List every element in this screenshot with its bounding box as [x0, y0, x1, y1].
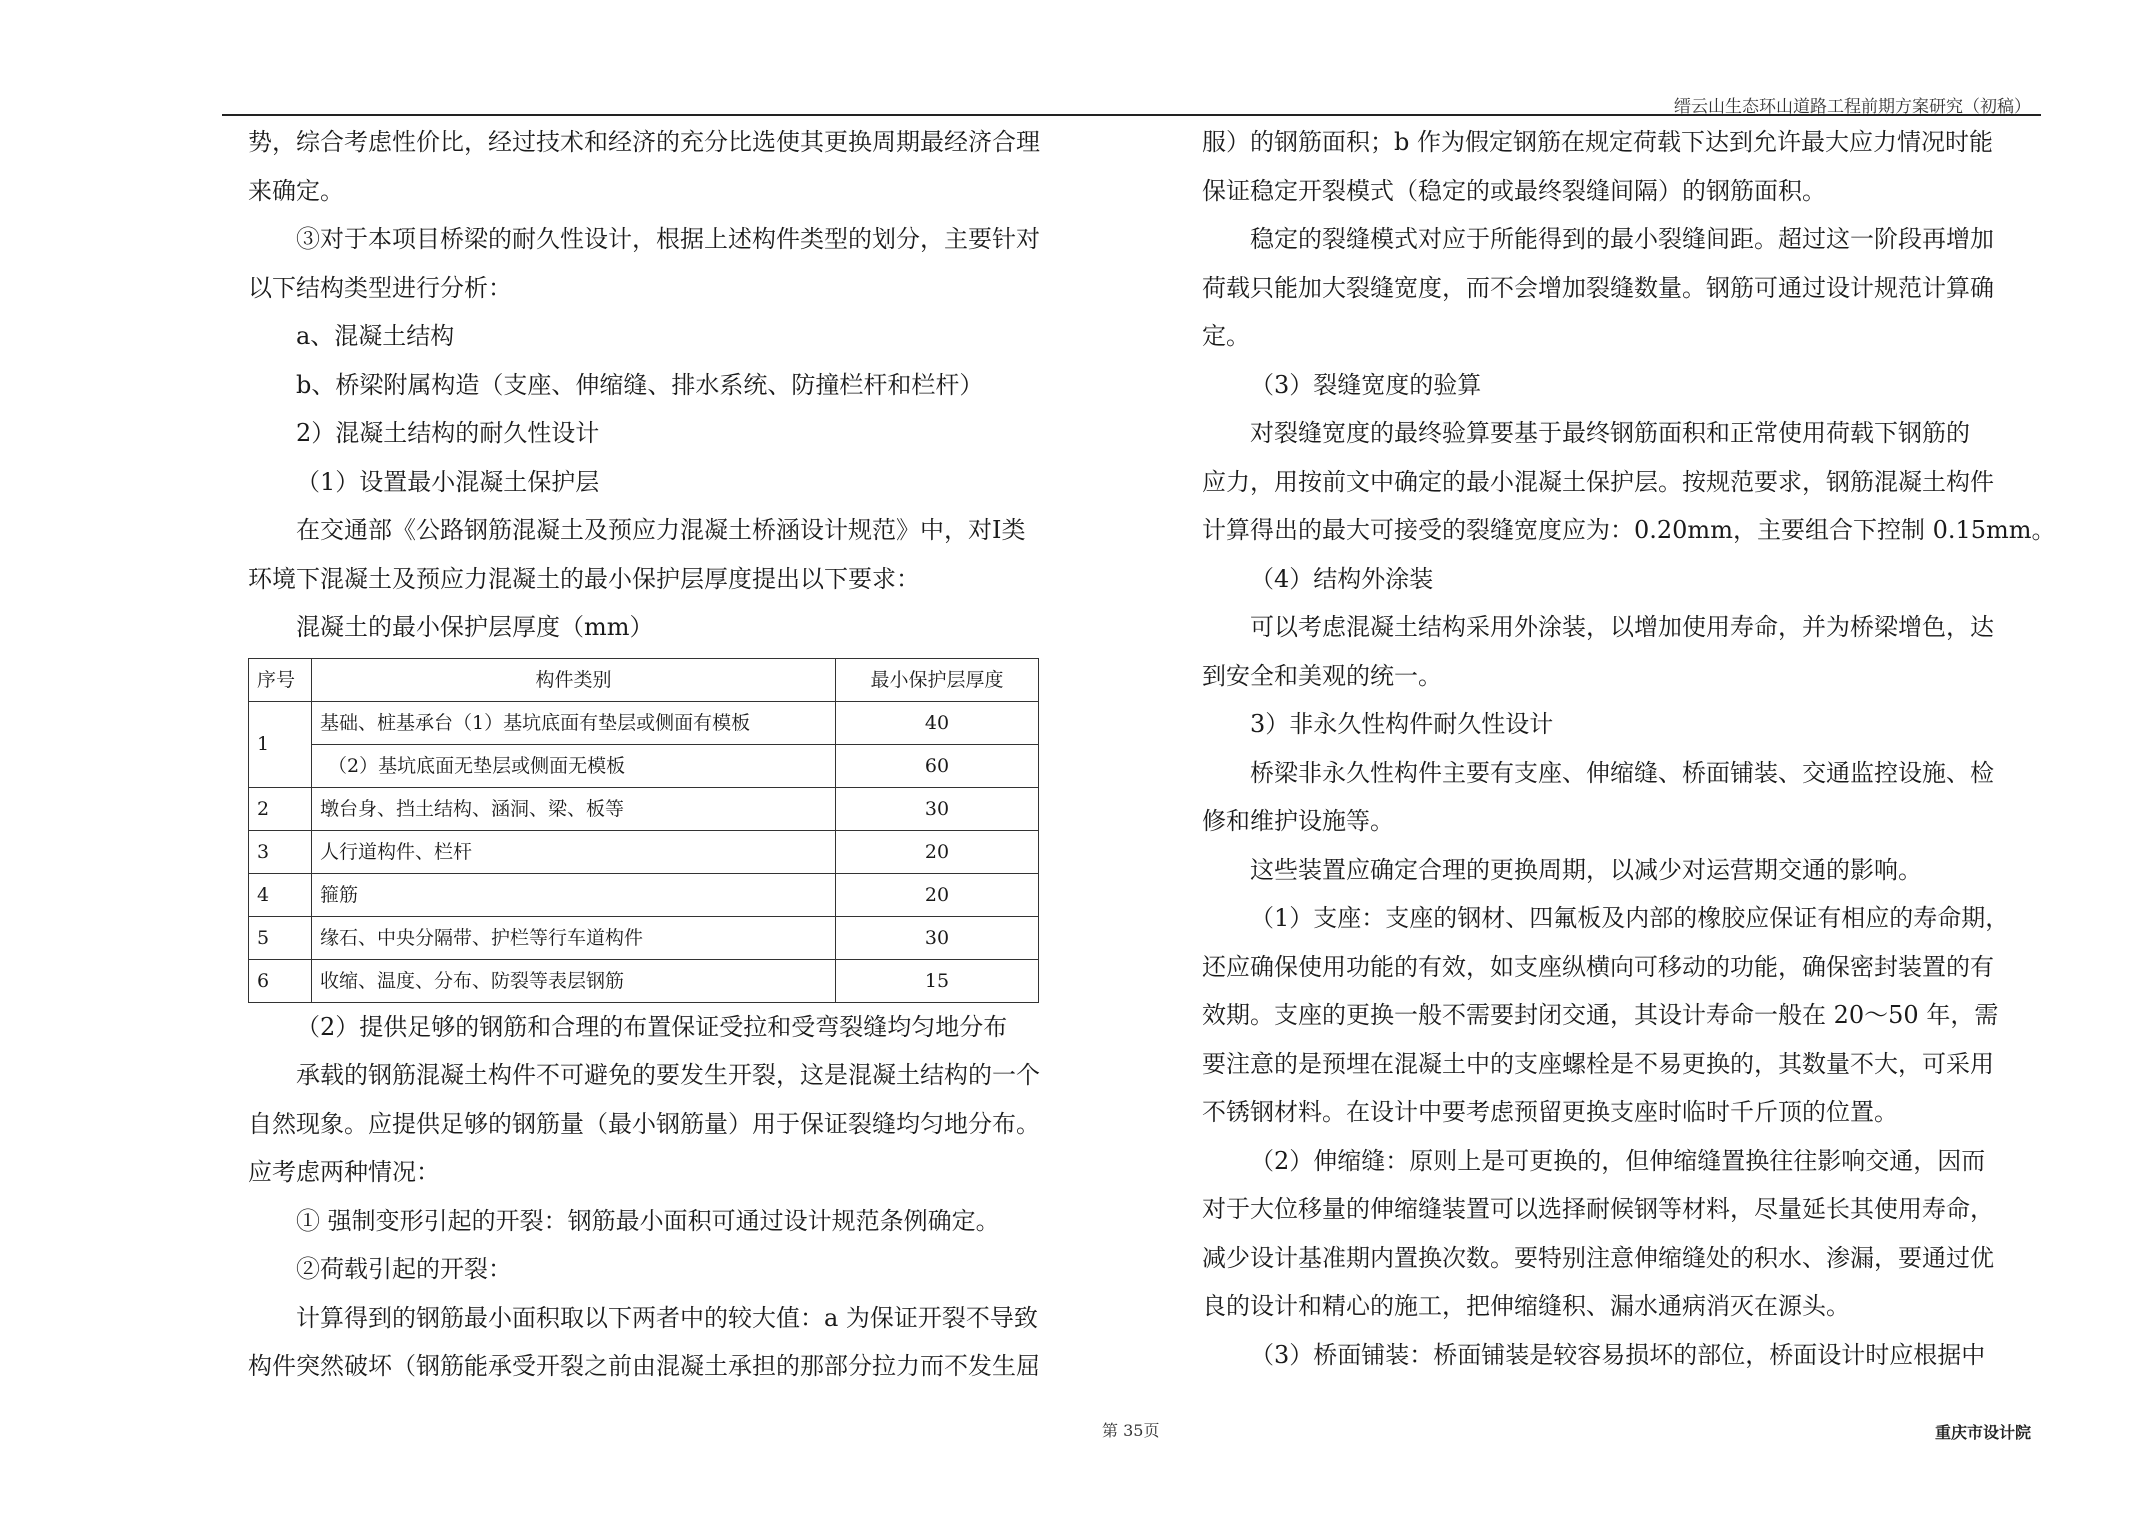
document-header-title: 缙云山生态环山道路工程前期方案研究（初稿）: [1674, 97, 2031, 117]
text-line: 还应确保使用功能的有效，如支座纵横向可移动的功能，确保密封装置的有: [1202, 952, 1994, 981]
text-line: 桥梁非永久性构件主要有支座、伸缩缝、桥面铺装、交通监控设施、检: [1250, 758, 1994, 787]
table-cell-category: （2）基坑底面无垫层或侧面无模板: [312, 744, 836, 787]
text-line: 应考虑两种情况：: [248, 1158, 440, 1186]
text-line: a、混凝土结构: [296, 322, 455, 350]
table-header-category: 构件类别: [312, 658, 836, 701]
text-line: 效期。支座的更换一般不需要封闭交通，其设计寿命一般在 20～50 年，需: [1202, 1001, 1999, 1029]
text-line: 稳定的裂缝模式对应于所能得到的最小裂缝间距。超过这一阶段再增加: [1250, 225, 1994, 253]
cover-thickness-table: [248, 658, 1039, 1003]
table-row: [249, 701, 1039, 744]
table-cell-no: 2: [249, 787, 312, 830]
left-column-text-bottom: [248, 1003, 1088, 1391]
text-line: 来确定。: [248, 176, 344, 205]
text-line: 以下结构类型进行分析：: [248, 273, 512, 302]
table-cell-category: 缘石、中央分隔带、护栏等行车道构件: [312, 916, 836, 959]
left-column: [248, 118, 1088, 1391]
text-line: 势，综合考虑性价比，经过技术和经济的充分比选使其更换周期最经济合理: [248, 128, 1040, 156]
table-cell-value: 20: [836, 873, 1039, 916]
text-line: b、桥梁附属构造（支座、伸缩缝、排水系统、防撞栏杆和栏杆）: [296, 370, 984, 399]
text-line: 修和维护设施等。: [1202, 807, 1394, 835]
text-line: 在交通部《公路钢筋混凝土及预应力混凝土桥涵设计规范》中，对Ⅰ类: [296, 516, 1026, 544]
text-line: 这些装置应确定合理的更换周期，以减少对运营期交通的影响。: [1250, 855, 1922, 884]
table-row: [249, 873, 1039, 916]
text-line: 应力，用按前文中确定的最小混凝土保护层。按规范要求，钢筋混凝土构件: [1202, 467, 1994, 496]
table-cell-value: 40: [836, 701, 1039, 744]
text-line: 服）的钢筋面积；b 作为假定钢筋在规定荷载下达到允许最大应力情况时能: [1202, 128, 1993, 156]
table-cell-no: 6: [249, 959, 312, 1002]
table-cell-no: 4: [249, 873, 312, 916]
header-rule: [222, 114, 2041, 116]
table-cell-category: 墩台身、挡土结构、涵洞、梁、板等: [312, 787, 836, 830]
table-row: [249, 787, 1039, 830]
text-line: 计算得出的最大可接受的裂缝宽度应为：0.20mm，主要组合下控制 0.15mm。: [1202, 516, 2056, 544]
text-line: 可以考虑混凝土结构采用外涂装，以增加使用寿命，并为桥梁增色，达: [1250, 613, 1994, 641]
table-row: [249, 830, 1039, 873]
text-line: （2）提供足够的钢筋和合理的布置保证受拉和受弯裂缝均匀地分布: [296, 1012, 1008, 1041]
page-number: 第 35页: [1102, 1421, 1160, 1440]
table-cell-category: 人行道构件、栏杆: [312, 830, 836, 873]
right-column-text: [1202, 118, 2056, 1379]
text-line: ③对于本项目桥梁的耐久性设计，根据上述构件类型的划分，主要针对: [296, 225, 1040, 253]
text-line: 要注意的是预埋在混凝土中的支座螺栓是不易更换的，其数量不大，可采用: [1202, 1049, 1994, 1078]
table-row: [249, 744, 1039, 787]
text-line: 混凝土的最小保护层厚度（mm）: [296, 613, 654, 641]
text-line: 对裂缝宽度的最终验算要基于最终钢筋面积和正常使用荷载下钢筋的: [1250, 419, 1970, 447]
text-line: 3）非永久性构件耐久性设计: [1250, 710, 1554, 738]
text-line: 构件突然破坏（钢筋能承受开裂之前由混凝土承担的那部分拉力而不发生屈: [248, 1352, 1040, 1380]
table-cell-no: 3: [249, 830, 312, 873]
text-line: 定。: [1202, 322, 1250, 350]
table-cell-category: 收缩、温度、分布、防裂等表层钢筋: [312, 959, 836, 1002]
footer-organization: 重庆市设计院: [1934, 1423, 2031, 1442]
table-cell-value: 30: [836, 787, 1039, 830]
text-line: ②荷载引起的开裂：: [296, 1255, 512, 1283]
right-column: [1202, 118, 2056, 1379]
text-line: 不锈钢材料。在设计中要考虑预留更换支座时临时千斤顶的位置。: [1202, 1098, 1898, 1126]
text-line: （4）结构外涂装: [1250, 564, 1434, 593]
table-header-value: 最小保护层厚度: [836, 658, 1039, 701]
text-line: 环境下混凝土及预应力混凝土的最小保护层厚度提出以下要求：: [248, 564, 920, 593]
text-line: 自然现象。应提供足够的钢筋量（最小钢筋量）用于保证裂缝均匀地分布。: [248, 1109, 1040, 1138]
table-cell-value: 60: [836, 744, 1039, 787]
table-header-no: 序号: [249, 658, 312, 701]
text-line: 计算得到的钢筋最小面积取以下两者中的较大值：a 为保证开裂不导致: [296, 1303, 1038, 1332]
table-row: [249, 959, 1039, 1002]
text-line: ① 强制变形引起的开裂：钢筋最小面积可通过设计规范条例确定。: [296, 1206, 1000, 1235]
table-header-row: [249, 658, 1039, 701]
text-line: 到安全和美观的统一。: [1202, 661, 1442, 690]
table-cell-value: 30: [836, 916, 1039, 959]
text-line: （2）伸缩缝：原则上是可更换的，但伸缩缝置换往往影响交通，因而: [1250, 1146, 1986, 1175]
table-cell-no: 5: [249, 916, 312, 959]
text-line: 承载的钢筋混凝土构件不可避免的要发生开裂，这是混凝土结构的一个: [296, 1061, 1040, 1089]
text-line: 良的设计和精心的施工，把伸缩缝积、漏水通病消灭在源头。: [1202, 1292, 1850, 1320]
table-cell-no: 1: [249, 701, 312, 787]
text-line: 2）混凝土结构的耐久性设计: [296, 419, 600, 447]
table-cell-category: 基础、桩基承台（1）基坑底面有垫层或侧面有模板: [312, 701, 836, 744]
table-cell-value: 20: [836, 830, 1039, 873]
table-body: [249, 701, 1039, 1002]
left-column-text-top: [248, 118, 1088, 652]
table-cell-value: 15: [836, 959, 1039, 1002]
text-line: 保证稳定开裂模式（稳定的或最终裂缝间隔）的钢筋面积。: [1202, 176, 1826, 205]
text-line: （3）桥面铺装：桥面铺装是较容易损坏的部位，桥面设计时应根据中: [1250, 1340, 1986, 1369]
table-row: [249, 916, 1039, 959]
table-cell-category: 箍筋: [312, 873, 836, 916]
text-line: 荷载只能加大裂缝宽度，而不会增加裂缝数量。钢筋可通过设计规范计算确: [1202, 273, 1994, 302]
text-line: （3）裂缝宽度的验算: [1250, 370, 1482, 399]
text-line: 减少设计基准期内置换次数。要特别注意伸缩缝处的积水、渗漏，要通过优: [1202, 1243, 1994, 1272]
text-line: （1）设置最小混凝土保护层: [296, 467, 600, 496]
text-line: 对于大位移量的伸缩缝装置可以选择耐候钢等材料，尽量延长其使用寿命，: [1202, 1195, 1994, 1223]
text-line: （1）支座：支座的钢材、四氟板及内部的橡胶应保证有相应的寿命期，: [1250, 904, 2010, 932]
